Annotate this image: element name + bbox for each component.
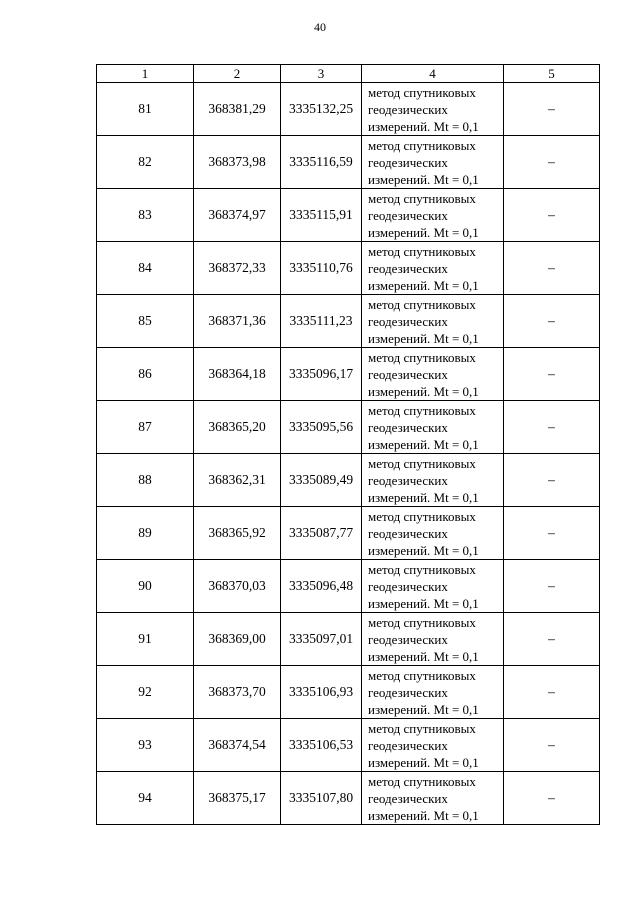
y-coordinate-cell: 3335106,53 [281,719,362,772]
x-coordinate-cell: 368362,31 [194,454,281,507]
x-coordinate-cell: 368365,20 [194,401,281,454]
method-line: геодезических [368,154,448,170]
note-cell: – [504,348,600,401]
x-coordinate-cell: 368369,00 [194,613,281,666]
x-coordinate-cell: 368364,18 [194,348,281,401]
note-cell: – [504,401,600,454]
point-number-cell: 81 [97,83,194,136]
point-number-cell: 92 [97,666,194,719]
method-line: измерений. Mt = 0,1 [368,754,479,770]
table-row [97,242,600,295]
method-cell [362,560,504,613]
header-col-2: 2 [194,65,281,83]
table-row [97,719,600,772]
method-cell [362,613,504,666]
x-coordinate-cell: 368375,17 [194,772,281,825]
method-line: измерений. Mt = 0,1 [368,436,479,452]
x-coordinate-cell: 368373,70 [194,666,281,719]
method-line: метод спутниковых [368,455,476,471]
method-cell [362,719,504,772]
note-cell: – [504,666,600,719]
x-coordinate-cell: 368372,33 [194,242,281,295]
method-cell [362,401,504,454]
method-line: измерений. Mt = 0,1 [368,118,479,134]
method-cell [362,242,504,295]
method-line: геодезических [368,207,448,223]
method-cell [362,189,504,242]
header-col-1: 1 [97,65,194,83]
table-row [97,348,600,401]
note-cell: – [504,454,600,507]
method-cell [362,295,504,348]
method-line: геодезических [368,419,448,435]
method-cell [362,136,504,189]
method-line: метод спутниковых [368,190,476,206]
method-line: метод спутниковых [368,137,476,153]
y-coordinate-cell: 3335096,17 [281,348,362,401]
note-cell: – [504,242,600,295]
table-row [97,189,600,242]
y-coordinate-cell: 3335096,48 [281,560,362,613]
y-coordinate-cell: 3335089,49 [281,454,362,507]
table-row [97,295,600,348]
point-number-cell: 90 [97,560,194,613]
y-coordinate-cell: 3335097,01 [281,613,362,666]
method-cell [362,83,504,136]
table-row [97,666,600,719]
note-cell: – [504,507,600,560]
method-line: метод спутниковых [368,296,476,312]
method-line: геодезических [368,260,448,276]
method-line: метод спутниковых [368,720,476,736]
table-row [97,401,600,454]
header-col-3: 3 [281,65,362,83]
x-coordinate-cell: 368381,29 [194,83,281,136]
table-row [97,136,600,189]
method-line: геодезических [368,366,448,382]
method-line: геодезических [368,790,448,806]
point-number-cell: 93 [97,719,194,772]
note-cell: – [504,83,600,136]
method-line: метод спутниковых [368,349,476,365]
table-row [97,83,600,136]
y-coordinate-cell: 3335115,91 [281,189,362,242]
x-coordinate-cell: 368374,97 [194,189,281,242]
method-line: геодезических [368,578,448,594]
y-coordinate-cell: 3335110,76 [281,242,362,295]
method-cell [362,772,504,825]
y-coordinate-cell: 3335095,56 [281,401,362,454]
method-line: геодезических [368,472,448,488]
method-line: метод спутниковых [368,614,476,630]
note-cell: – [504,560,600,613]
table-row [97,613,600,666]
y-coordinate-cell: 3335087,77 [281,507,362,560]
table-row [97,772,600,825]
table-row [97,507,600,560]
method-line: метод спутниковых [368,773,476,789]
point-number-cell: 83 [97,189,194,242]
method-line: метод спутниковых [368,667,476,683]
point-number-cell: 88 [97,454,194,507]
point-number-cell: 91 [97,613,194,666]
note-cell: – [504,772,600,825]
coordinates-table [96,64,600,825]
method-line: измерений. Mt = 0,1 [368,807,479,823]
method-line: геодезических [368,101,448,117]
point-number-cell: 94 [97,772,194,825]
method-cell [362,666,504,719]
point-number-cell: 85 [97,295,194,348]
method-line: измерений. Mt = 0,1 [368,330,479,346]
method-line: измерений. Mt = 0,1 [368,595,479,611]
method-line: геодезических [368,684,448,700]
method-line: измерений. Mt = 0,1 [368,171,479,187]
point-number-cell: 84 [97,242,194,295]
header-col-5: 5 [504,65,600,83]
note-cell: – [504,136,600,189]
method-line: геодезических [368,631,448,647]
x-coordinate-cell: 368365,92 [194,507,281,560]
method-line: геодезических [368,737,448,753]
x-coordinate-cell: 368370,03 [194,560,281,613]
method-line: метод спутниковых [368,561,476,577]
y-coordinate-cell: 3335116,59 [281,136,362,189]
point-number-cell: 87 [97,401,194,454]
method-cell [362,454,504,507]
note-cell: – [504,295,600,348]
method-cell [362,507,504,560]
table-body [97,83,600,825]
method-cell [362,348,504,401]
method-line: метод спутниковых [368,402,476,418]
y-coordinate-cell: 3335106,93 [281,666,362,719]
method-line: измерений. Mt = 0,1 [368,224,479,240]
page-number: 40 [314,20,326,34]
point-number-cell: 86 [97,348,194,401]
method-line: геодезических [368,525,448,541]
point-number-cell: 89 [97,507,194,560]
method-line: измерений. Mt = 0,1 [368,383,479,399]
method-line: измерений. Mt = 0,1 [368,648,479,664]
x-coordinate-cell: 368374,54 [194,719,281,772]
method-line: измерений. Mt = 0,1 [368,701,479,717]
table-row [97,560,600,613]
point-number-cell: 82 [97,136,194,189]
header-row [97,65,600,83]
table-row [97,454,600,507]
y-coordinate-cell: 3335132,25 [281,83,362,136]
method-line: метод спутниковых [368,243,476,259]
method-line: метод спутниковых [368,508,476,524]
x-coordinate-cell: 368371,36 [194,295,281,348]
y-coordinate-cell: 3335111,23 [281,295,362,348]
x-coordinate-cell: 368373,98 [194,136,281,189]
header-col-4: 4 [362,65,504,83]
note-cell: – [504,613,600,666]
y-coordinate-cell: 3335107,80 [281,772,362,825]
method-line: измерений. Mt = 0,1 [368,542,479,558]
note-cell: – [504,189,600,242]
method-line: измерений. Mt = 0,1 [368,277,479,293]
method-line: измерений. Mt = 0,1 [368,489,479,505]
method-line: геодезических [368,313,448,329]
note-cell: – [504,719,600,772]
method-line: метод спутниковых [368,84,476,100]
